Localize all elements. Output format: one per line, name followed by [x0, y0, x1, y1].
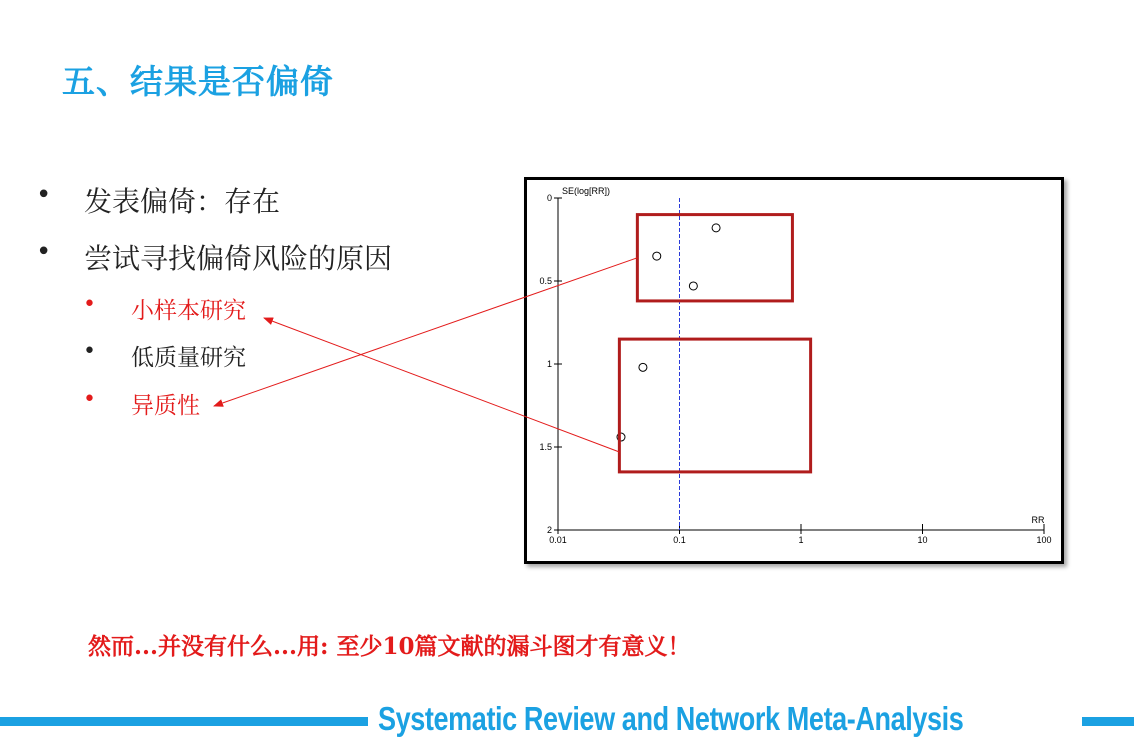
x-tick-label: 100 — [1036, 535, 1052, 545]
arrow-small-sample — [264, 318, 619, 452]
y-tick-label: 0 — [546, 193, 552, 203]
x-axis-title: RR — [1031, 515, 1045, 525]
bullet-text: 尝试寻找偏倚风险的原因 — [84, 242, 393, 275]
x-tick-label: 10 — [917, 535, 928, 545]
conclusion-note: 然而...并没有什么...用: 至少10篇文献的漏斗图才有意义！ — [88, 633, 691, 660]
bullet-dot: • — [36, 237, 52, 267]
sub-bullet-text: 异质性 — [131, 393, 200, 419]
footer-rule-left — [0, 717, 368, 726]
y-tick-label: 2 — [546, 525, 552, 535]
y-tick-label: 1.5 — [539, 442, 552, 452]
arrow-heterogeneity — [214, 258, 637, 406]
sub-bullet-text: 小样本研究 — [131, 298, 246, 324]
x-tick-label: 1 — [798, 535, 804, 545]
y-tick-label: 1 — [546, 359, 552, 369]
x-tick-label: 0.1 — [673, 535, 686, 545]
slide-title: 五、结果是否偏倚 — [62, 62, 334, 101]
footer-title: Systematic Review and Network Meta-Analysis — [378, 700, 964, 737]
y-tick-label: 0.5 — [539, 276, 552, 286]
footer-rule-right — [1082, 717, 1134, 726]
bullet-text: 发表偏倚：存在 — [84, 185, 281, 218]
sub-bullet-text: 低质量研究 — [131, 345, 246, 371]
y-axis-title: SE(log[RR]) — [562, 186, 611, 196]
bullet-dot: • — [83, 387, 96, 412]
bullet-dot: • — [36, 180, 52, 210]
bullet-dot: • — [83, 292, 96, 317]
x-tick-label: 0.01 — [549, 535, 567, 545]
bullet-dot: • — [83, 339, 96, 364]
